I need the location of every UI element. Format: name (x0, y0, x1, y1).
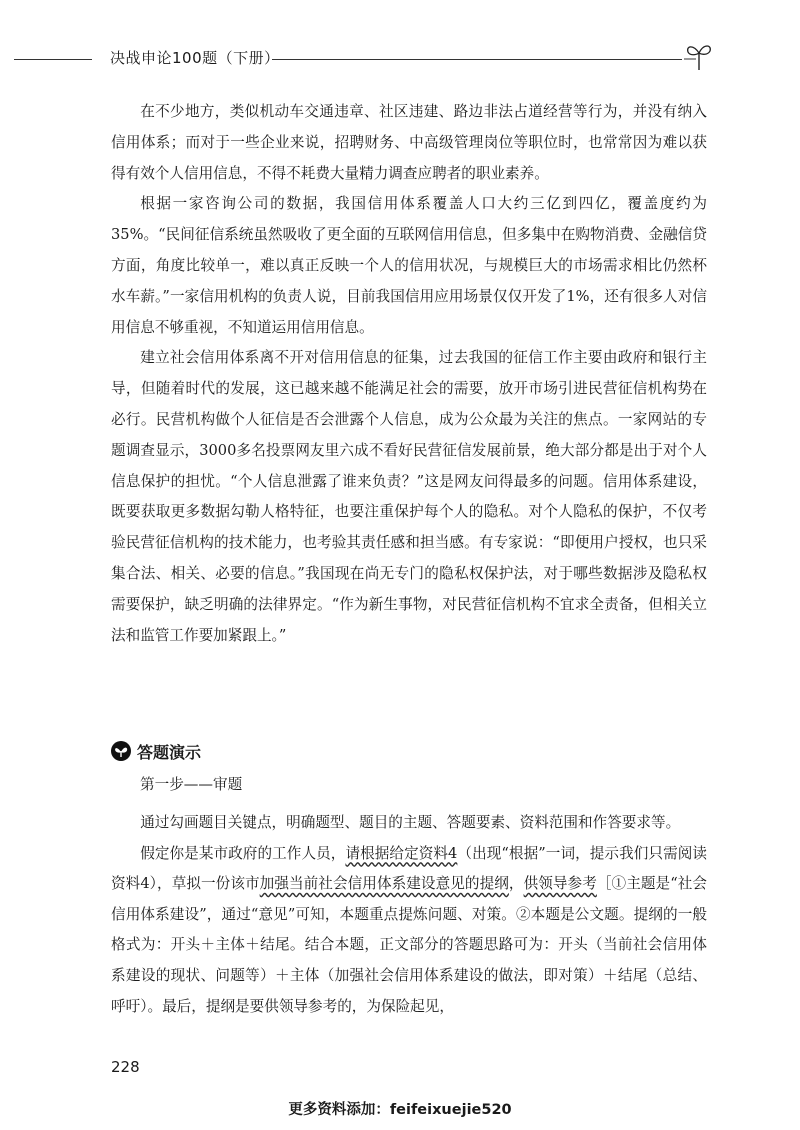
step-intro: 通过勾画题目关键点，明确题型、题目的主题、答题要素、资料范围和作答要求等。 (140, 814, 681, 831)
question-analysis (111, 839, 707, 1023)
key-phrase-underlined: 供领导参考 (523, 875, 597, 893)
section-label: 答题演示 (137, 742, 202, 762)
book-title: 决战申论100题（下册） (110, 49, 280, 67)
page-number: 228 (111, 1058, 140, 1076)
key-phrase-underlined: 加强当前社会信用体系建设意见的提纲 (259, 875, 509, 893)
header-rule-right (272, 59, 682, 60)
section-heading (111, 736, 201, 766)
footer-note: 更多资料添加：feifeixuejie520 (288, 1102, 512, 1118)
step-title: 第一步——审题 (140, 776, 243, 793)
sprout-icon (684, 40, 714, 72)
analysis-part: 草拟一份该市 (171, 875, 260, 893)
leaf-badge-icon (111, 741, 131, 761)
analysis-part: ， (508, 875, 524, 893)
step-body (111, 808, 707, 1022)
analysis-part: （出现“根据”一词，提示我们只需阅读资料4）， (111, 844, 707, 893)
paragraph-2: 根据一家咨询公司的数据，我国信用体系覆盖人口大约三亿到四亿，覆盖度约为35%。“民间征信系统虽然吸收了更全面的互联网信用信息，但多集中在购物消费、金融信贷方面，角度比较单一，难以真正反映一个人的信用状况，与规模巨大的市场需求相比仍然杯水车薪。”一家信用机构的负责人说，目前我国信用应用场景仅仅开发了1%，还有很多人对信用信息不够重视，不知道运用信用信息。 (111, 195, 707, 336)
running-header (0, 40, 800, 76)
paragraph-1: 在不少地方，类似机动车交通违章、社区违建、路边非法占道经营等行为，并没有纳入信用体系；而对于一些企业来说，招聘财务、中高级管理岗位等职位时，也常常因为难以获得有效个人信用信息，不得不耗费大量精力调查应聘者的职业素养。 (111, 103, 707, 182)
material-text (111, 97, 707, 651)
analysis-note: ［①主题是“社会信用体系建设”，通过“意见”可知，本题重点提炼问题、对策。②本题是公文题。提纲的一般格式为：开头＋主体＋结尾。结合本题，正文部分的答题思路可为：开头（当前社会信用体系建设的现状、问题等）＋主体（加强社会信用体系建设的做法，即对策）＋结尾（总结、呼吁）。最后，提纲是要供领导参考的，为保险起见， (111, 875, 707, 1015)
key-phrase-underlined: 请根据给定资料4 (345, 844, 458, 862)
analysis-part: 假定你是某市政府的工作人员， (140, 844, 346, 862)
paragraph-3: 建立社会信用体系离不开对信用信息的征集，过去我国的征信工作主要由政府和银行主导，但随着时代的发展，这已越来越不能满足社会的需要，放开市场引进民营征信机构势在必行。民营机构做个人征信是否会泄露个人信息，成为公众最为关注的焦点。一家网站的专题调查显示，3000多名投票网友里六成不看好民营征信发展前景，绝大部分都是出于对个人信息保护的担忧。“个人信息泄露了谁来负责？”这是网友问得最多的问题。信用体系建设，既要获取更多数据勾勒人格特征，也要注重保护每个人的隐私。对个人隐私的保护，不仅考验民营征信机构的技术能力，也考验其责任感和担当感。有专家说：“即便用户授权，也只采集合法、相关、必要的信息。”我国现在尚无专门的隐私权保护法，对于哪些数据涉及隐私权需要保护，缺乏明确的法律界定。“作为新生事物，对民营征信机构不宜求全责备，但相关立法和监管工作要加紧跟上。” (111, 349, 707, 644)
header-rule-left (14, 59, 92, 60)
